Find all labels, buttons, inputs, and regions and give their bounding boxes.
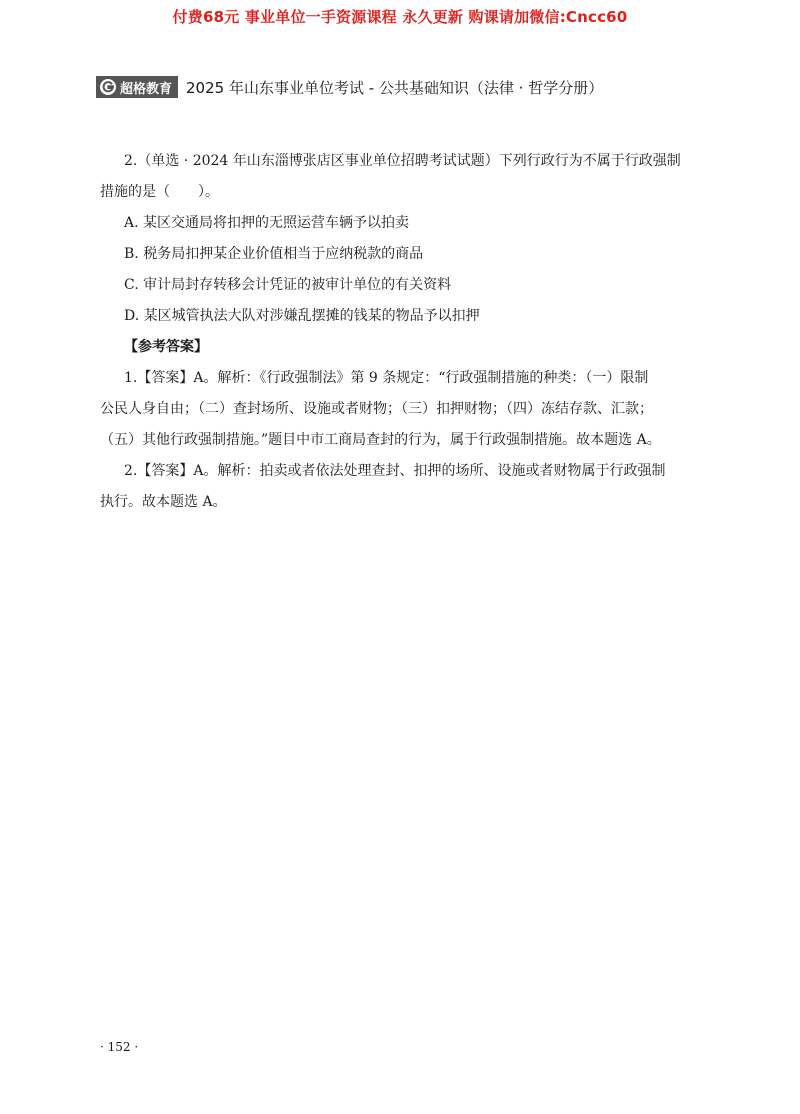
answer1-line3: （五）其他行政强制措施。”题目中市工商局查封的行为，属于行政强制措施。故本题选 A。 [100,432,661,448]
header-title: 2025 年山东事业单位考试 - 公共基础知识（法律 · 哲学分册） [186,78,604,97]
answer2-line1: 2.【答案】A。解析：拍卖或者依法处理查封、扣押的场所、设施或者财物属于行政强制 [124,463,666,479]
page-number: · 152 · [100,1040,139,1054]
option-c: C. 审计局封存转移会计凭证的被审计单位的有关资料 [124,277,452,293]
option-d: D. 某区城管执法大队对涉嫌乱摆摊的钱某的物品予以扣押 [124,308,480,324]
logo-text: 超格教育 [120,81,173,97]
g-logo-icon [99,78,117,96]
option-a: A. 某区交通局将扣押的无照运营车辆予以拍卖 [124,215,410,231]
page-header [96,75,603,99]
answer-heading: 【参考答案】 [124,339,208,355]
watermark-text: 付费68元 事业单位一手资源课程 永久更新 购课请加微信:Cncc60 [172,8,628,26]
document-body [100,150,706,522]
answer1-line1: 1.【答案】A。解析：《行政强制法》第 9 条规定：“行政强制措施的种类：（一）限制 [124,370,649,386]
question-stem-line2: 措施的是（ ）。 [100,184,219,200]
answer1-line2: 公民人身自由；（二）查封场所、设施或者财物；（三）扣押财物；（四）冻结存款、汇款； [100,401,653,417]
question-stem-line1: 2.（单选 · 2024 年山东淄博张店区事业单位招聘考试试题）下列行政行为不属于行政强制 [124,153,681,169]
brand-logo [96,76,178,98]
answer2-line2: 执行。故本题选 A。 [100,494,227,510]
option-b: B. 税务局扣押某企业价值相当于应纳税款的商品 [124,246,424,262]
